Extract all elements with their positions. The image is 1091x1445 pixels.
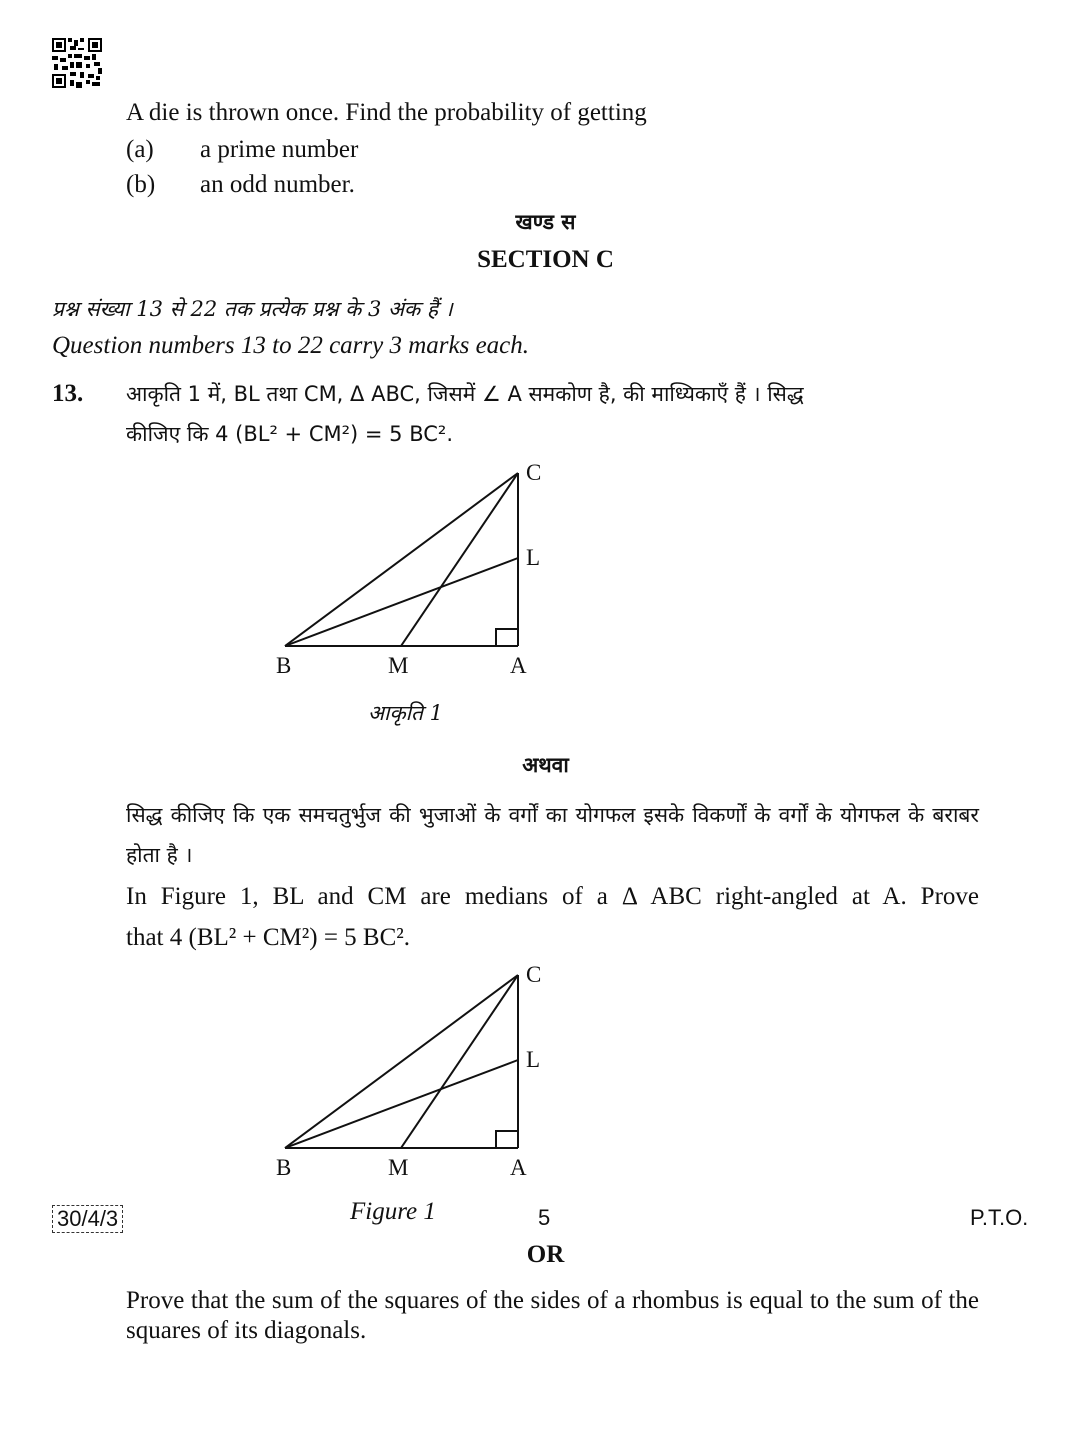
alternate-question-hindi: सिद्ध कीजिए कि एक समचतुर्भुज की भुजाओं के वर्गों का योगफल इसके विकर्णों के वर्गों के योगफल के बराबर होता है । <box>126 803 979 867</box>
section-note-hindi: प्रश्न संख्या 13 से 22 तक प्रत्येक प्रश्न के 3 अंक हैं । <box>52 297 453 321</box>
section-title: SECTION C <box>477 246 614 273</box>
alternate-question: Prove that the sum of the squares of the sides of a rhombus is equal to the sum of the squares of its diagonals. <box>126 1287 979 1344</box>
pto-label: P.T.O. <box>970 1205 1029 1230</box>
right-angle-mark <box>496 629 518 646</box>
figure-caption-hindi: आकृति 1 <box>368 701 444 725</box>
question-stem: A die is thrown once. Find the probability of getting <box>126 99 647 126</box>
median-bl <box>285 1060 518 1148</box>
side-bc <box>285 975 518 1148</box>
question-hindi-line2: कीजिए कि 4 (BL² + CM²) = 5 BC². <box>126 422 453 446</box>
question-number: 13. <box>52 380 84 407</box>
section-note: Question numbers 13 to 22 carry 3 marks each. <box>52 332 530 359</box>
right-angle-mark <box>496 1131 518 1148</box>
point-b-label: B <box>276 1155 292 1180</box>
point-a-label: A <box>510 653 527 678</box>
point-c-label: C <box>526 962 542 987</box>
point-l-label: L <box>526 1047 541 1072</box>
qr-code <box>52 38 102 88</box>
point-a-label: A <box>510 1155 527 1180</box>
or-hindi: अथवा <box>522 753 569 777</box>
triangle-figure <box>270 957 560 1187</box>
point-m-label: M <box>388 653 409 678</box>
part-b-text: an odd number. <box>200 171 355 198</box>
part-a-label: (a) <box>126 136 154 163</box>
median-bl <box>285 558 518 646</box>
question-english-line1: In Figure 1, BL and CM are medians of a Δ ABC right-angled at A. Prove <box>126 883 979 910</box>
part-b-label: (b) <box>126 171 156 198</box>
figure-caption: Figure 1 <box>350 1198 436 1225</box>
question-english-line2: that 4 (BL² + CM²) = 5 BC². <box>126 924 411 951</box>
part-a-text: a prime number <box>200 136 359 163</box>
paper-code: 30/4/3 <box>52 1205 123 1233</box>
point-m-label: M <box>388 1155 409 1180</box>
page-number: 5 <box>538 1205 551 1230</box>
median-cm <box>401 975 518 1148</box>
section-title-hindi: खण्ड स <box>515 210 576 234</box>
point-c-label: C <box>526 460 542 485</box>
side-bc <box>285 473 518 646</box>
triangle-figure-hindi <box>270 455 560 685</box>
median-cm <box>401 473 518 646</box>
point-l-label: L <box>526 545 541 570</box>
or-label: OR <box>526 1241 565 1268</box>
point-b-label: B <box>276 653 292 678</box>
question-hindi-line1: आकृति 1 में, BL तथा CM, Δ ABC, जिसमें ∠ A समकोण है, की माध्यिकाएँ हैं । सिद्ध <box>126 382 804 406</box>
